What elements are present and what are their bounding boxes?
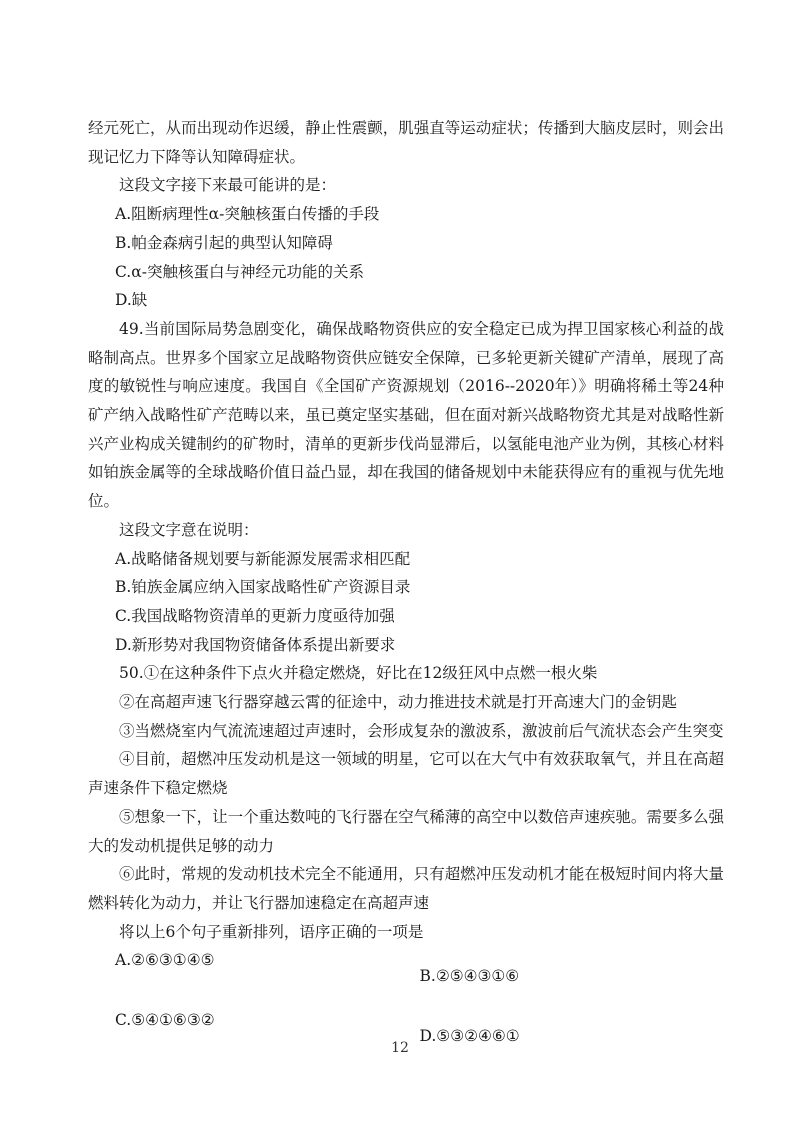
q50-sentence-1: 50.①在这种条件下点火并稳定燃烧，好比在12级狂风中点燃一根火柴: [119, 664, 598, 683]
q50-option-a: A.②⑥③①④⑤: [115, 951, 215, 970]
q48-option-c: C.α-突触核蛋白与神经元功能的关系: [115, 262, 364, 281]
q49-stem: 这段文字意在说明：: [119, 520, 259, 539]
q49-passage: 49.当前国际局势急剧变化，确保战略物资供应的安全稳定已成为捍卫国家核心利益的战略制高点。世界多个国家立足战略物资供应链安全保障，已多轮更新关键矿产清单，展现了高度的敏锐性与响应速度。我国自《全国矿产资源规划（2016--2020年）》明确将稀土等24种矿产纳入战略性矿产范畴以来，虽已奠定坚实基础，但在面对新兴战略物资尤其是对战略性新兴产业构成关键制约的矿物时，清单的更新步伐尚显滞后，以氢能电池产业为例，其核心材料如铂族金属等的全球战略价值日益凸显，却在我国的储备规划中未能获得应有的重视与优先地位。: [88, 319, 724, 511]
q50-sentence-3: ③当燃烧室内气流流速超过声速时，会形成复杂的激波系，激波前后气流状态会产生突变: [119, 721, 724, 740]
q50-options-row-1: [88, 946, 724, 1006]
q48-option-a: A.阻断病理性α-突触核蛋白传播的手段: [115, 205, 380, 224]
q50-option-d: D.⑤③②④⑥①: [419, 1026, 520, 1045]
q50-sentence-6: ⑥此时，常规的发动机技术完全不能通用，只有超燃冲压发动机才能在极短时间内将大量燃料转化为动力，并让飞行器加速稳定在高超声速: [88, 865, 724, 912]
q50-sentence-4: ④目前，超燃冲压发动机是这一领域的明星，它可以在大气中有效获取氧气，并且在高超声速条件下稳定燃烧: [88, 750, 724, 798]
q49-option-d: D.新形势对我国物资储备体系提出新要求: [115, 635, 396, 654]
q50-option-b: B.②⑤④③①⑥: [419, 966, 520, 985]
q49-option-a: A.战略储备规划要与新能源发展需求相匹配: [115, 549, 411, 568]
q50-options-row-2: [88, 1006, 724, 1066]
q48-option-d: D.缺: [115, 291, 148, 310]
q50-sentence-5: ⑤想象一下，让一个重达数吨的飞行器在空气稀薄的高空中以数倍声速疾驰。需要多么强大的发动机提供足够的动力: [88, 807, 724, 855]
q50-sentence-2: ②在高超声速飞行器穿越云霄的征途中，动力推进技术就是打开高速大门的金钥匙: [119, 693, 678, 712]
q50-option-c: C.⑤④①⑥③②: [115, 1011, 215, 1030]
q48-stem: 这段文字接下来最可能讲的是：: [119, 176, 337, 195]
q49-option-c: C.我国战略物资清单的更新力度亟待加强: [115, 606, 395, 625]
q50-stem: 将以上6个句子重新排列，语序正确的一项是: [119, 922, 424, 941]
page-number: 12: [391, 1040, 409, 1056]
q49-option-b: B.铂族金属应纳入国家战略性矿产资源目录: [115, 578, 411, 597]
q48-passage-tail: 经元死亡，从而出现动作迟缓，静止性震颤，肌强直等运动症状；传播到大脑皮层时，则会出现记忆力下降等认知障碍症状。: [88, 119, 724, 166]
page-content: [88, 114, 724, 1066]
q48-option-b: B.帕金森病引起的典型认知障碍: [115, 233, 333, 252]
